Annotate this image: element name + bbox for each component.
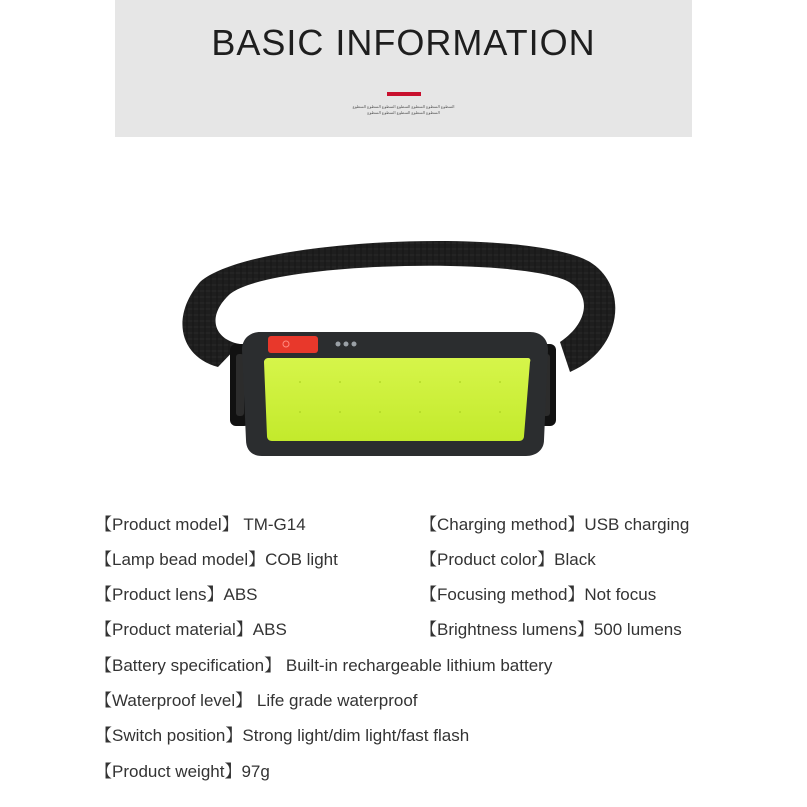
spec-focusing-method: 【Focusing method】Not focus <box>420 585 657 604</box>
spec-switch-position: 【Switch position】Strong light/dim light/fast flash <box>95 726 470 745</box>
spec-charging-method: 【Charging method】USB charging <box>420 515 690 534</box>
fine-print-line: السطوع السطوع السطوع السطوع السطوع <box>367 110 440 115</box>
headlamp-image <box>160 222 625 467</box>
spec-product-weight: 【Product weight】97g <box>95 762 270 781</box>
spec-waterproof-level: 【Waterproof level】 Life grade waterproof <box>95 691 418 710</box>
spec-lamp-bead-model: 【Lamp bead model】COB light <box>95 550 338 569</box>
battery-indicator <box>336 342 341 347</box>
spec-product-lens: 【Product lens】ABS <box>95 585 258 604</box>
spec-brightness-lumens: 【Brightness lumens】500 lumens <box>420 620 682 639</box>
page-title: BASIC INFORMATION <box>211 22 596 63</box>
spec-product-material: 【Product material】ABS <box>95 620 287 639</box>
fine-print-line: السطوع السطوع السطوع السطوع السطوع السطوع السطوع <box>352 104 455 109</box>
spec-battery-specification: 【Battery specification】 Built-in rechargeable lithium battery <box>95 656 553 675</box>
accent-bar <box>387 92 421 96</box>
cob-light-panel <box>264 358 530 441</box>
header-panel <box>115 0 692 137</box>
spec-product-model: 【Product model】 TM-G14 <box>95 515 306 534</box>
power-button <box>268 336 318 353</box>
spec-product-color: 【Product color】Black <box>420 550 596 569</box>
